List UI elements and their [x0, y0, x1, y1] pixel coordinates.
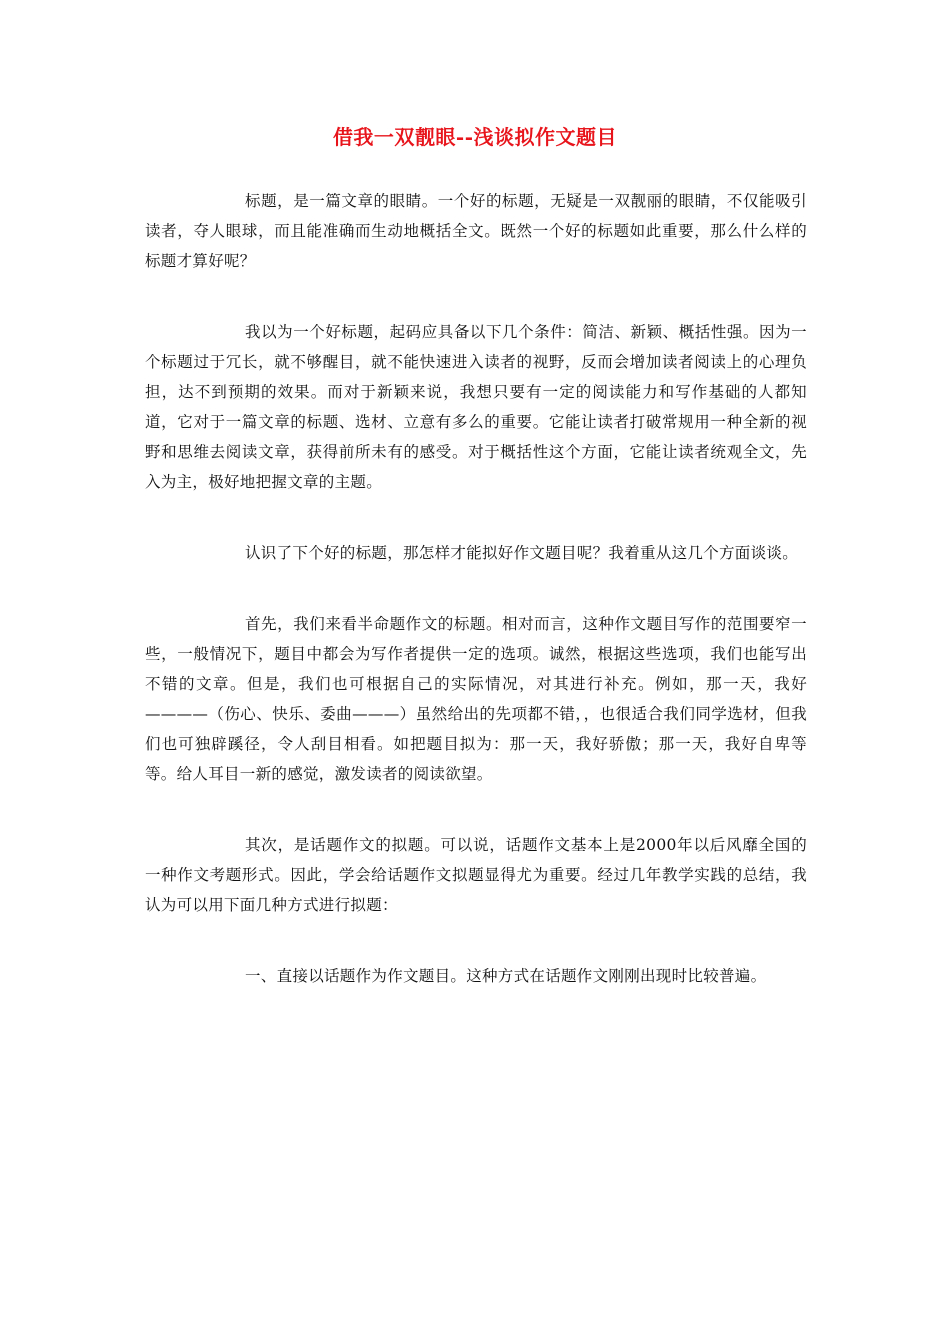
paragraph-1: 标题，是一篇文章的眼睛。一个好的标题，无疑是一双靓丽的眼睛，不仅能吸引读者，夺人眼球，而且能准确而生动地概括全文。既然一个好的标题如此重要，那么什么样的标题才算好呢？: [145, 192, 807, 270]
paragraph-3: 认识了下个好的标题，那怎样才能拟好作文题目呢？我着重从这几个方面谈谈。: [245, 544, 799, 562]
paragraph-5: 其次，是话题作文的拟题。可以说，话题作文基本上是2000年以后风靡全国的一种作文考题形式。因此，学会给话题作文拟题显得尤为重要。经过几年教学实践的总结，我认为可以用下面几种方式进行拟题：: [145, 836, 807, 914]
paragraph-2: 我以为一个好标题，起码应具备以下几个条件：简洁、新颖、概括性强。因为一个标题过于冗长，就不够醒目，就不能快速进入读者的视野，反而会增加读者阅读上的心理负担，达不到预期的效果。而对于新颖来说，我想只要有一定的阅读能力和写作基础的人都知道，它对于一篇文章的标题、选材、立意有多么的重要。它能让读者打破常规用一种全新的视野和思维去阅读文章，获得前所未有的感受。对于概括性这个方面，它能让读者统观全文，先入为主，极好地把握文章的主题。: [145, 323, 807, 491]
paragraph-4: 首先，我们来看半命题作文的标题。相对而言，这种作文题目写作的范围要窄一些，一般情况下，题目中都会为写作者提供一定的选项。诚然，根据这些选项，我们也能写出不错的文章。但是，我们也可根据自己的实际情况，对其进行补充。例如，那一天，我好————（伤心、快乐、委曲———）虽然给出的先项都不错，，也很适合我们同学选材，但我们也可独辟蹊径，令人刮目相看。如把题目拟为：那一天，我好骄傲；那一天，我好自卑等等。给人耳目一新的感觉，激发读者的阅读欲望。: [145, 615, 807, 783]
document-title: 借我一双靓眼--浅谈拟作文题目: [332, 125, 618, 149]
document-body: [145, 186, 807, 1032]
paragraph-6: 一、直接以话题作为作文题目。这种方式在话题作文刚刚出现时比较普遍。: [245, 967, 767, 985]
